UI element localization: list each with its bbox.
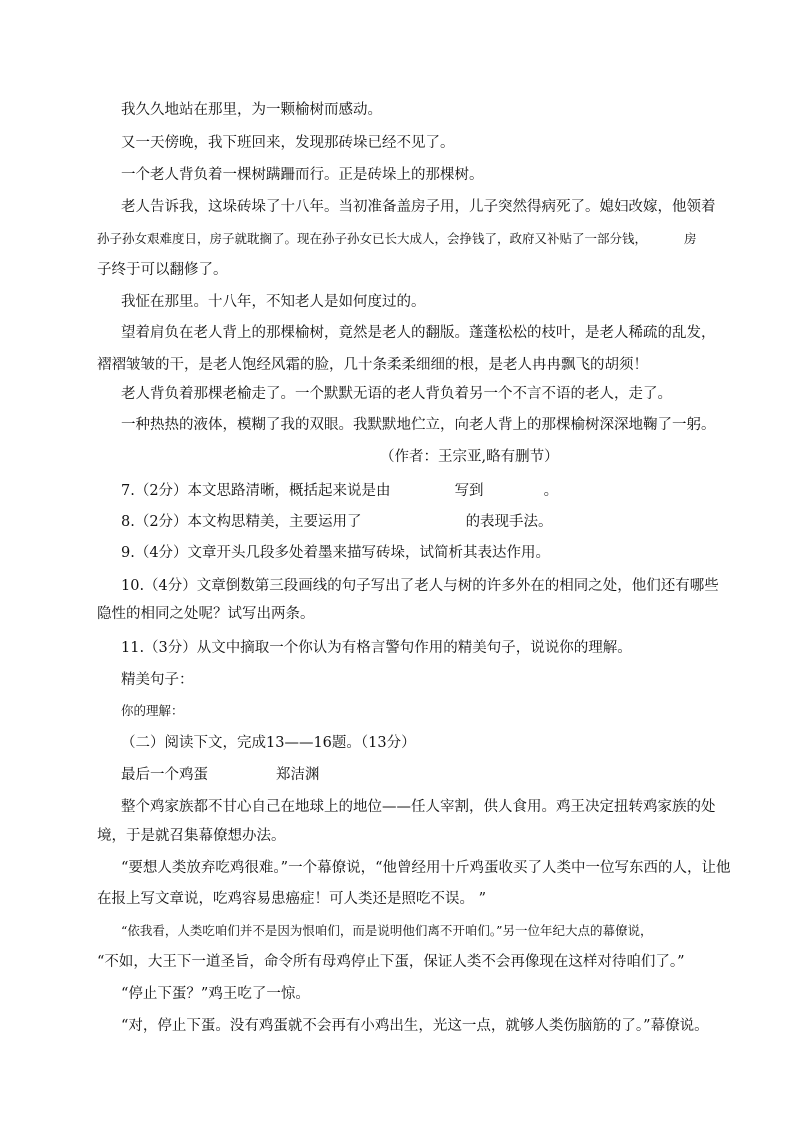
- paragraph-line: “依我看，人类吃咱们并不是因为恨咱们，而是说明他们离不开咱们。”另一位年纪大点的幕僚说，: [121, 923, 653, 938]
- paragraph-line: 老人告诉我，这垛砖垛了十八年。当初准备盖房子用，儿子突然得病死了。媳妇改嫁，他领着: [121, 199, 716, 215]
- question-text: 8.（2分）本文构思精美，主要运用了: [121, 514, 362, 530]
- paragraph-line: “停止下蛋？”鸡王吃了一惊。: [121, 986, 310, 1002]
- question-text: 的表现手法。: [465, 514, 553, 530]
- paragraph-line: 老人背负着那棵老榆走了。一个默默无语的老人背负着另一个不言不语的老人，走了。: [121, 386, 672, 402]
- question-10: 隐性的相同之处呢？试写出两条。: [97, 606, 315, 622]
- question-8: [121, 512, 553, 532]
- paragraph-line: 我怔在那里。十八年，不知老人是如何度过的。: [121, 294, 426, 310]
- question-text: 。: [543, 483, 559, 499]
- question-10: 10.（4分）文章倒数第三段画线的句子写出了老人与树的许多外在的相同之处，他们还有哪些: [121, 578, 719, 594]
- paragraph-line: 境，于是就召集幕僚想办法。: [97, 828, 286, 844]
- paragraph-line: 又一天傍晚，我下班回来，发现那砖垛已经不见了。: [121, 135, 455, 151]
- question-text: 7.（2分）本文思路清晰，概括起来说是由: [121, 483, 391, 499]
- story-title-text: 最后一个鸡蛋: [121, 767, 208, 783]
- question-9: 9.（4分）文章开头几段多处着墨来描写砖垛，试简析其表达作用。: [121, 545, 551, 561]
- paragraph-line: 一个老人背负着一棵树蹒跚而行。正是砖垛上的那棵树。: [121, 167, 484, 183]
- question-11: 11.（3分）从文中摘取一个你认为有格言警句作用的精美句子，说说你的理解。: [121, 640, 632, 656]
- paragraph-line: 整个鸡家族都不甘心自己在地球上的地位——任人宰割，供人食用。鸡王决定扭转鸡家族的处: [121, 799, 716, 815]
- section-heading: （二）阅读下文，完成13——16题。（13分）: [121, 735, 416, 751]
- question-text: 写到: [454, 483, 484, 499]
- paragraph-line: 一种热热的液体，模糊了我的双眼。我默默地伫立，向老人背上的那棵榆树深深地鞠了一躬。: [121, 417, 716, 433]
- understanding-label: 你的理解：: [121, 703, 184, 718]
- paragraph-line: 望着肩负在老人背上的那棵榆树，竟然是老人的翻版。蓬蓬松松的枝叶，是老人稀疏的乱发，: [121, 325, 716, 341]
- question-7: [121, 481, 558, 501]
- paragraph-line: 房: [684, 231, 697, 246]
- paragraph-line: “不如，大王下一道圣旨，命令所有母鸡停止下蛋，保证人类不会再像现在这样对待咱们了。”: [97, 954, 685, 970]
- paragraph-line: “要想人类放弃吃鸡很难。”一个幕僚说，“他曾经用十斤鸡蛋收买了人类中一位写东西的人，让他: [121, 860, 731, 876]
- paragraph-line: 我久久地站在那里，为一颗榆树而感动。: [121, 102, 382, 118]
- paragraph-line: “对，停止下蛋。没有鸡蛋就不会再有小鸡出生，光这一点，就够人类伤脑筋的了。”幕僚说。: [121, 1018, 709, 1034]
- paragraph-line: 孙子孙女艰难度日，房子就耽搁了。现在孙子孙女已长大成人，会挣钱了，政府又补贴了一部分钱，: [97, 231, 648, 246]
- paragraph-line: 褶褶皱皱的干，是老人饱经风霜的脸，几十条柔柔细细的根，是老人冉冉飘飞的胡须！: [97, 357, 648, 373]
- story-title: [121, 765, 320, 785]
- paragraph-line: 在报上写文章说，吃鸡容易患癌症！可人类还是照吃不误。 ”: [97, 891, 487, 907]
- author-credit: （作者：王宗亚,略有删节）: [380, 449, 559, 465]
- paragraph-line: 子终于可以翻修了。: [97, 262, 228, 278]
- sentence-label: 精美句子：: [121, 672, 194, 688]
- story-author: 郑洁渊: [276, 767, 320, 783]
